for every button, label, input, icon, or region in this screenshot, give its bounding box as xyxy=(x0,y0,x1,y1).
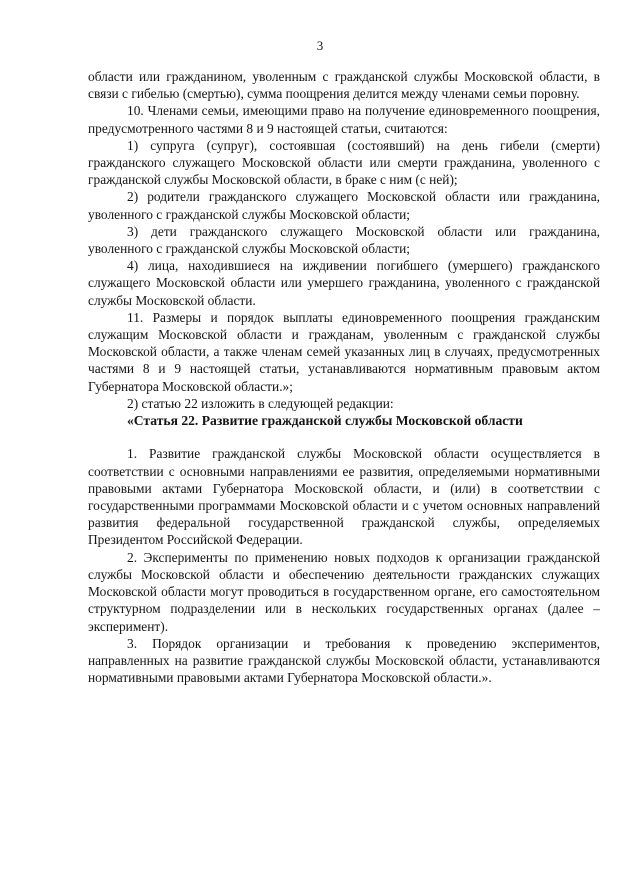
paragraph: 2) статью 22 изложить в следующей редакции: xyxy=(127,395,394,411)
article-heading: «Статья 22. Развитие гражданской службы Московской области xyxy=(127,413,523,429)
paragraph: 11. Размеры и порядок выплаты единовременного поощрения гражданским служащим Московской области и гражданам, уволенным с гражданской службы Московской области, а также членам семей указанных лиц в случаях, предусмотренных частями 8 и 9 настоящей статьи, устанавливаются нормативным правовым актом Губернатора Московской области.»; xyxy=(88,309,600,394)
paragraph: 1. Развитие гражданской службы Московской области осуществляется в соответствии с основными направлениями ее развития, определяемыми нормативными правовыми актами Губернатора Московской области, и (или) в соответствии с государственными программами Московской области и с учетом основных направлений развития федеральной государственной гражданской службы, определяемых Президентом Российской Федерации. xyxy=(88,446,600,548)
paragraph: 3) дети гражданского служащего Московской области или гражданина, уволенного с гражданской службы Московской области; xyxy=(88,223,600,257)
paragraph: 10. Членами семьи, имеющими право на получение единовременного поощрения, предусмотренного частями 8 и 9 настоящей статьи, считаются: xyxy=(88,103,600,136)
paragraph: 2) родители гражданского служащего Московской области или гражданина, уволенного с гражданской службы Московской области; xyxy=(88,189,600,222)
paragraphs-before-heading xyxy=(88,68,600,412)
paragraph: 3. Порядок организации и требования к проведению экспериментов, направленных на развитие гражданской службы Московской области, устанавливаются нормативными правовыми актами Губернатора Московской области.». xyxy=(88,635,600,686)
paragraphs-after-heading xyxy=(88,445,600,686)
paragraph: 2. Эксперименты по применению новых подходов к организации гражданской службы Московской области и обеспечению деятельности гражданских служащих Московской области могут проводиться в государственном органе, его самостоятельном структурном подразделении или в нескольких государственных органах (далее – эксперимент). xyxy=(88,549,600,634)
paragraph: 4) лица, находившиеся на иждивении погибшего (умершего) гражданского служащего Московской области или умершего гражданина, уволенного с гражданской службы Московской области. xyxy=(88,258,600,308)
paragraph: области или гражданином, уволенным с гражданской службы Московской области, в связи с гибелью (смертью), сумма поощрения делится между членами семьи поровну. xyxy=(88,69,600,102)
paragraph: 1) супруга (супруг), состоявшая (состоявший) на день гибели (смерти) гражданского служащего Московской области или смерти гражданина, уволенного с гражданской службы Московской области, в браке с ним (с ней); xyxy=(88,137,600,188)
page-number: 3 xyxy=(316,38,324,53)
